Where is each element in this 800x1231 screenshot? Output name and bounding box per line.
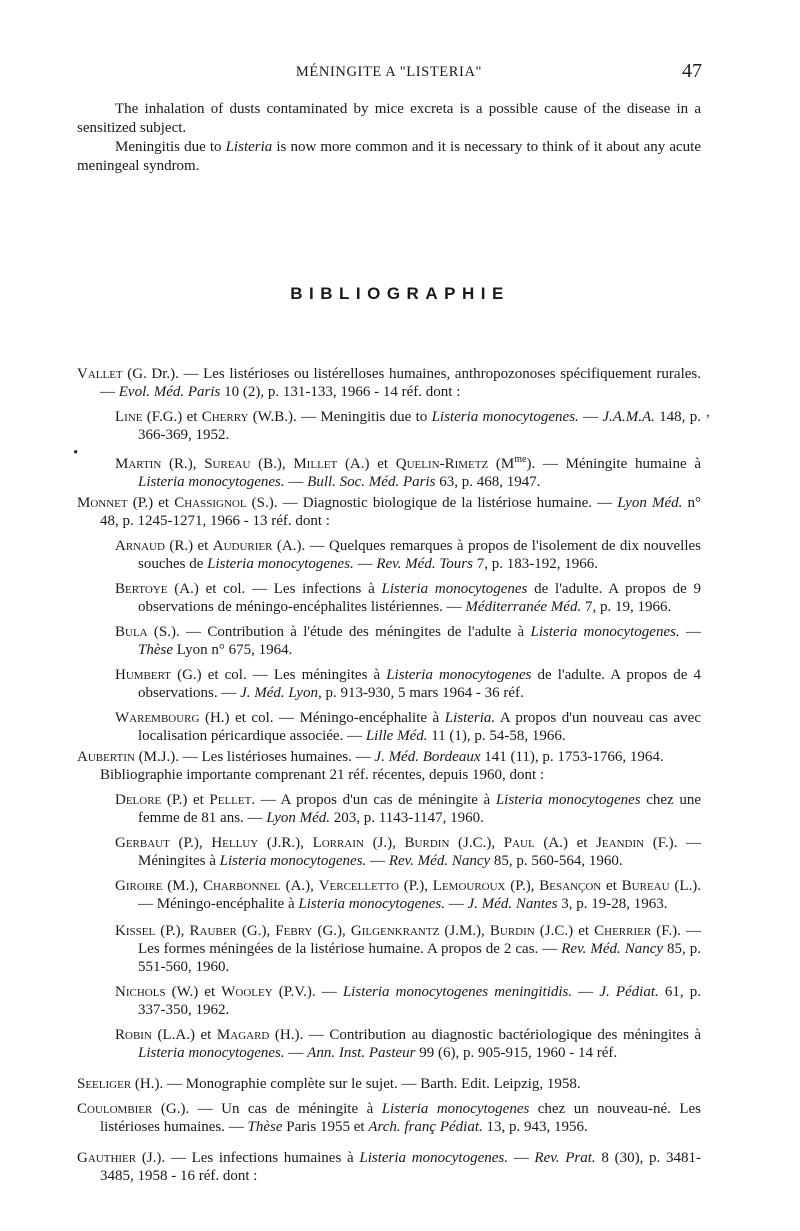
text: is now more common and it is necessary to think of it about any acute meningeal syndrom. xyxy=(77,139,702,174)
bib-entry-nichols xyxy=(115,983,701,1019)
title-italic: Listeria monocytogenes meningitidis. xyxy=(342,984,573,1000)
author-name: Cherry xyxy=(201,409,249,425)
text: (G.), xyxy=(236,923,276,939)
author-name: Delore xyxy=(115,792,162,808)
bib-entry-vallet xyxy=(77,365,701,401)
journal: Rev. Prat. xyxy=(534,1150,596,1166)
text: (P.), xyxy=(505,878,540,894)
author-name: Gilgenkrantz xyxy=(350,923,440,939)
author-name: Warembourg xyxy=(115,710,200,726)
author-name: Febry xyxy=(275,923,313,939)
text: (J.M.), xyxy=(439,923,490,939)
text: p. 913-930, 5 mars 1964 - 36 réf. xyxy=(321,685,524,701)
bib-note-aubertin: Bibliographie importante comprenant 21 réf. récentes, depuis 1960, dont : xyxy=(100,767,545,783)
text: (P.), xyxy=(399,878,433,894)
text: (H.) et col. — Méningo-encéphalite à xyxy=(199,710,445,726)
text: (G. Dr.). — Les listérioses ou listérelloses humaines, anthropozonoses spécifiquement rurales. — xyxy=(100,366,701,400)
journal: J. Méd. Lyon, xyxy=(240,685,322,701)
journal: Rev. Méd. Nancy xyxy=(388,853,491,869)
text: — xyxy=(445,896,468,912)
text: (R.), xyxy=(161,456,205,472)
title-italic: Listeria monocytogenes xyxy=(386,667,532,683)
bib-entry-warembourg xyxy=(115,709,701,745)
author-name: Pellet xyxy=(209,792,252,808)
bib-entry-monnet xyxy=(77,494,701,530)
author-name: Gauthier xyxy=(77,1150,137,1166)
text: (J.). — Les infections humaines à xyxy=(136,1150,360,1166)
journal: Ann. Inst. Pasteur xyxy=(307,1045,416,1061)
text: 13, p. 943, 1956. xyxy=(482,1119,588,1135)
author-name: Audurier xyxy=(212,538,273,554)
author-name: Line xyxy=(115,409,143,425)
bib-entry-humbert xyxy=(115,666,701,702)
margin-bullet-mark: • xyxy=(73,445,79,461)
text: — xyxy=(572,984,600,1000)
author-name: Burdin xyxy=(404,835,450,851)
text: 8 (30), p. 3481-3485, 1958 - 16 réf. dont : xyxy=(100,1150,701,1184)
text: (L.A.) et xyxy=(151,1027,217,1043)
text: — xyxy=(679,624,702,640)
text: 63, p. 468, 1947. xyxy=(435,474,541,490)
summary-paragraph-2 xyxy=(77,138,701,176)
journal: Lille Méd. xyxy=(365,728,428,744)
author-name: Bertoye xyxy=(115,581,168,597)
author-name: Lemouroux xyxy=(432,878,506,894)
bib-entry-aubertin xyxy=(77,748,701,766)
text: 7, p. 19, 1966. xyxy=(581,599,672,615)
author-name: Coulombier xyxy=(77,1101,153,1117)
author-name: Rauber xyxy=(189,923,237,939)
text: (S.). — Diagnostic biologique de la listériose humaine. — xyxy=(246,495,618,511)
running-title: MÉNINGITE A "LISTERIA" xyxy=(295,64,483,80)
text: (M xyxy=(488,456,515,472)
text: de l'adulte. A propos de 4 observations. — xyxy=(138,667,701,701)
title-italic: Listeria monocytogenes. xyxy=(431,409,579,425)
author-name: Gerbaut xyxy=(115,835,170,851)
title-italic: Listeria monocytogenes. xyxy=(138,1045,285,1061)
journal: J. Méd. Bordeaux xyxy=(374,749,481,765)
text: 85, p. 560-564, 1960. xyxy=(490,853,623,869)
bib-entry-line xyxy=(115,408,701,444)
title-italic: Listeria monocytogenes. xyxy=(219,853,367,869)
author-name: Sureau xyxy=(204,456,251,472)
author-name: Aubertin xyxy=(77,749,135,765)
text: — xyxy=(353,556,377,572)
author-name: Seeliger xyxy=(77,1076,132,1092)
author-name: Helluy xyxy=(211,835,259,851)
text: A propos d'un nouveau cas avec localisation péricardique associée. — xyxy=(138,710,701,744)
text: (G.). — Un cas de méningite à xyxy=(152,1101,382,1117)
author-name: Jeandin xyxy=(596,835,645,851)
text: 10 (2), p. 131-133, 1966 - 14 réf. dont : xyxy=(220,384,461,400)
running-header xyxy=(76,62,702,86)
author-name: Millet xyxy=(293,456,338,472)
author-name: Arnaud xyxy=(115,538,165,554)
journal: Bull. Soc. Méd. Paris xyxy=(307,474,436,490)
author-name: Lorrain xyxy=(312,835,364,851)
text: (W.B.). — Meningitis due to xyxy=(248,409,432,425)
author-name: Kissel xyxy=(115,923,156,939)
text: ). — Méningite humaine à xyxy=(526,456,701,472)
text: 141 (11), p. 1753-1766, 1964. xyxy=(480,749,664,765)
author-name: Nichols xyxy=(115,984,166,1000)
author-name: Magard xyxy=(216,1027,270,1043)
text: (F.). — Méningites à xyxy=(138,835,701,869)
text: (B.), xyxy=(250,456,294,472)
text: Paris 1955 et xyxy=(282,1119,369,1135)
text: (A.) et xyxy=(337,456,396,472)
bib-entry-arnaud xyxy=(115,537,701,573)
text: et xyxy=(601,878,622,894)
journal: J. Pédiat. xyxy=(599,984,659,1000)
author-name: Martin xyxy=(115,456,162,472)
author-name: Robin xyxy=(115,1027,152,1043)
bib-entry-bula xyxy=(115,623,701,659)
text: (W.) et xyxy=(165,984,222,1000)
author-name: Wooley xyxy=(221,984,273,1000)
title-italic: Listeria monocytogenes. xyxy=(298,896,446,912)
journal: J.A.M.A. xyxy=(602,409,655,425)
title-italic: Listeria monocytogenes xyxy=(381,581,528,597)
text: 85, p. 551-560, 1960. xyxy=(138,941,701,975)
author-name: Giroire xyxy=(115,878,163,894)
text: (R.) et xyxy=(164,538,213,554)
journal: Evol. Méd. Paris xyxy=(118,384,221,400)
summary-paragraph-1: The inhalation of dusts contaminated by mice excreta is a possible cause of the disease in a sensitized subject. xyxy=(77,101,701,136)
author-name: Chassignol xyxy=(174,495,247,511)
section-heading: BIBLIOGRAPHIE xyxy=(290,284,510,303)
bib-entry-seeliger xyxy=(77,1075,701,1093)
title-italic: Listeria monocytogenes xyxy=(381,1101,530,1117)
author-name: Quelin-Rimetz xyxy=(395,456,489,472)
page-number: 47 xyxy=(682,60,702,82)
thesis-label: Thèse xyxy=(247,1119,283,1135)
author-name: Bula xyxy=(115,624,148,640)
text: (P.), xyxy=(169,835,212,851)
journal: Arch. franç Pédiat. xyxy=(368,1119,483,1135)
title-italic: Listeria monocytogenes. xyxy=(207,556,354,572)
text: (L.). — Méningo-encéphalite à xyxy=(138,878,702,912)
journal: J. Méd. Nantes xyxy=(467,896,558,912)
text: — xyxy=(284,1045,308,1061)
journal: Lyon Méd. xyxy=(617,495,683,511)
text: (P.) et xyxy=(161,792,210,808)
text: (P.), xyxy=(155,923,190,939)
superscript: me xyxy=(514,454,527,465)
bib-entry-robin xyxy=(115,1026,701,1062)
bib-entry-giroire xyxy=(115,877,701,913)
text: . — A propos d'un cas de méningite à xyxy=(251,792,496,808)
text: (A.), xyxy=(280,878,319,894)
bib-entry-delore xyxy=(115,791,701,827)
text: (H.). — Monographie complète sur le sujet. — Barth. Edit. Leipzig, 1958. xyxy=(131,1076,581,1092)
title-italic: Listeria monocytogenes xyxy=(495,792,641,808)
bib-entry-gauthier xyxy=(77,1149,701,1185)
journal: Lyon Méd. xyxy=(266,810,331,826)
text: (A.) et col. — Les infections à xyxy=(167,581,382,597)
author-name: Burdin xyxy=(489,923,535,939)
author-name: Humbert xyxy=(115,667,172,683)
text: (M.J.). — Les listérioses humaines. — xyxy=(134,749,375,765)
text: 11 (1), p. 54-58, 1966. xyxy=(427,728,566,744)
text: de l'adulte. A propos de 9 observations de méningo-encéphalites listériennes. — xyxy=(138,581,701,615)
bib-entry-martin xyxy=(115,451,701,491)
text: (J.R.), xyxy=(258,835,313,851)
journal: Méditerranée Méd. xyxy=(465,599,582,615)
author-name: Vallet xyxy=(77,366,123,382)
text: 99 (6), p. 905-915, 1960 - 14 réf. xyxy=(415,1045,618,1061)
text: (F.). — Les formes méningées de la listériose humaine. A propos de 2 cas. — xyxy=(138,923,701,957)
text: (P.) et xyxy=(127,495,175,511)
text: (F.G.) et xyxy=(142,409,202,425)
bib-entry-coulombier xyxy=(77,1100,701,1136)
text: (J.C.) et xyxy=(534,923,595,939)
text: — xyxy=(366,853,389,869)
text: — xyxy=(507,1150,535,1166)
bib-entry-kissel xyxy=(115,922,701,976)
bibliography-list xyxy=(77,365,701,1185)
text: (A.). — Quelques remarques à propos de l'isolement de dix nouvelles souches de xyxy=(138,538,701,572)
author-name: Charbonnel xyxy=(202,878,281,894)
emphasis: Listeria xyxy=(225,139,273,155)
author-name: Cherrier xyxy=(594,923,652,939)
text: (J.C.), xyxy=(449,835,504,851)
title-italic: Listeria monocytogenes. xyxy=(138,474,285,490)
text: — xyxy=(284,474,308,490)
text: 148, p. 366-369, 1952. xyxy=(138,409,701,443)
title-italic: Listeria monocytogenes. xyxy=(359,1150,508,1166)
text: 3, p. 19-28, 1963. xyxy=(557,896,668,912)
bib-entry-gerbaut xyxy=(115,834,701,870)
text: Lyon n° 675, 1964. xyxy=(173,642,293,658)
text: 61, p. 337-350, 1962. xyxy=(138,984,701,1018)
text: n° 48, p. 1245-1271, 1966 - 13 réf. dont : xyxy=(100,495,701,529)
text: 7, p. 183-192, 1966. xyxy=(472,556,598,572)
text: (G.), xyxy=(312,923,351,939)
title-italic: Listeria monocytogenes. xyxy=(530,624,680,640)
thesis-label: Thèse xyxy=(138,642,173,658)
author-name: Besançon xyxy=(539,878,602,894)
text: (M.), xyxy=(162,878,203,894)
margin-tick-mark: , xyxy=(706,404,710,420)
text: (G.) et col. — Les méningites à xyxy=(171,667,387,683)
author-name: Bureau xyxy=(621,878,670,894)
text: chez une femme de 81 ans. — xyxy=(138,792,701,826)
journal: Rev. Méd. Tours xyxy=(376,556,473,572)
text: (P.V.). — xyxy=(272,984,343,1000)
text: (A.) et xyxy=(534,835,597,851)
text: (J.), xyxy=(363,835,405,851)
title-italic: Listeria. xyxy=(444,710,496,726)
text: Meningitis due to xyxy=(115,139,226,155)
journal: Rev. Méd. Nancy xyxy=(561,941,664,957)
text: 203, p. 1143-1147, 1960. xyxy=(330,810,484,826)
text: (S.). — Contribution à l'étude des méningites de l'adulte à xyxy=(147,624,531,640)
author-name: Paul xyxy=(503,835,535,851)
text: — xyxy=(578,409,603,425)
text: (H.). — Contribution au diagnostic bactériologique des méningites à xyxy=(269,1027,701,1043)
bib-entry-bertoye xyxy=(115,580,701,616)
author-name: Vercelletto xyxy=(318,878,399,894)
author-name: Monnet xyxy=(77,495,128,511)
english-summary xyxy=(77,100,701,176)
text: chez un nouveau-né. Les listérioses humaines. — xyxy=(100,1101,701,1135)
